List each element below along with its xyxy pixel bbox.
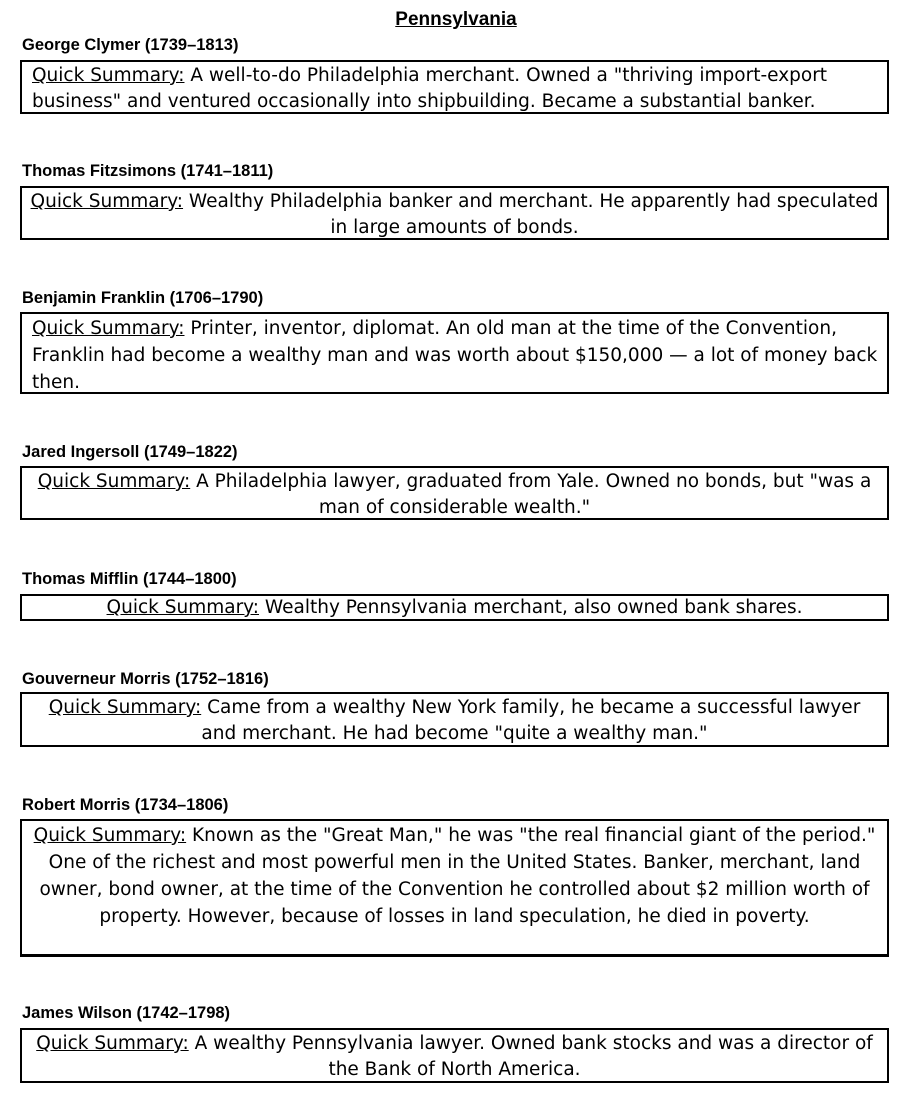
summary-text: Printer, inventor, diplomat. An old man at the time of the Convention, Franklin had become a wealthy man and was worth about $150,000 — a lot of money back then. <box>32 318 878 393</box>
person-name: Benjamin Franklin (1706–1790) <box>22 289 264 307</box>
person-name: George Clymer (1739–1813) <box>22 36 239 54</box>
summary-box <box>20 312 889 394</box>
summary-box <box>20 594 889 621</box>
person-name: Robert Morris (1734–1806) <box>22 796 229 814</box>
summary-text: A wealthy Pennsylvania lawyer. Owned bank stocks and was a director of the Bank of North America. <box>188 1033 873 1080</box>
person-name: Thomas Fitzsimons (1741–1811) <box>22 162 274 180</box>
person-name: James Wilson (1742–1798) <box>22 1004 231 1022</box>
summary-box <box>20 692 889 747</box>
person-name: Thomas Mifflin (1744–1800) <box>22 570 237 588</box>
person-name: Gouverneur Morris (1752–1816) <box>22 670 269 688</box>
summary-box <box>20 1028 889 1083</box>
summary-text: Came from a wealthy New York family, he became a successful lawyer and merchant. He had become "quite a wealthy man." <box>201 697 861 744</box>
summary-label: Quick Summary: <box>106 597 260 618</box>
summary-text: Known as the "Great Man," he was "the real financial giant of the period." One of the richest and most powerful men in the United States. Banker, merchant, land owner, bond owner, at the time of the Convention he controlled about $2 million worth of property. However, because of losses in land speculation, he died in poverty. <box>39 825 876 927</box>
summary-label: Quick Summary: <box>32 65 185 86</box>
summary-text: A Philadelphia lawyer, graduated from Yale. Owned no bonds, but "was a man of considerable wealth." <box>190 471 872 518</box>
person-name: Jared Ingersoll (1749–1822) <box>22 443 238 461</box>
summary-label: Quick Summary: <box>30 191 184 212</box>
summary-label: Quick Summary: <box>36 1033 189 1054</box>
summary-box <box>20 466 889 520</box>
summary-label: Quick Summary: <box>33 825 187 846</box>
summary-text: Wealthy Pennsylvania merchant, also owned bank shares. <box>259 597 803 618</box>
page-title: Pennsylvania <box>395 9 517 30</box>
summary-label: Quick Summary: <box>48 697 202 718</box>
summary-label: Quick Summary: <box>32 318 185 339</box>
summary-label: Quick Summary: <box>37 471 191 492</box>
summary-box <box>20 819 889 957</box>
summary-box <box>20 186 889 240</box>
summary-text: A well-to-do Philadelphia merchant. Owned a "thriving import-export business" and ventured occasionally into shipbuilding. Became a substantial banker. <box>32 65 828 112</box>
summary-box <box>20 60 889 114</box>
summary-text: Wealthy Philadelphia banker and merchant. He apparently had speculated in large amounts of bonds. <box>183 191 879 238</box>
